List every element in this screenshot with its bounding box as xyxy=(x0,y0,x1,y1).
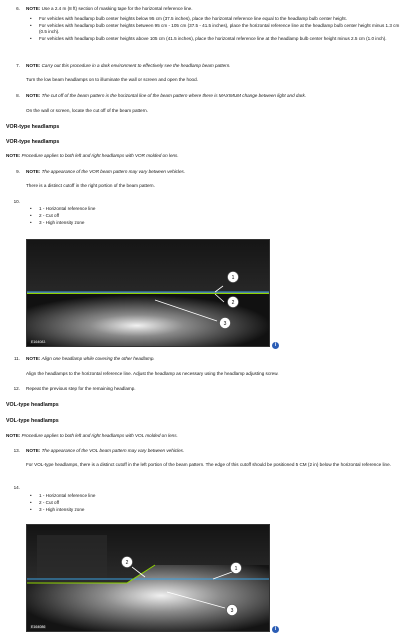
figure-id: E164086 xyxy=(31,625,46,629)
note-label: NOTE: xyxy=(26,448,41,453)
step-number: 13. xyxy=(13,448,20,453)
step-number: 10. xyxy=(13,199,20,204)
step-9-body: There is a distinct cutoff in the right portion of the beam pattern. xyxy=(26,183,155,188)
subsection-heading: VOR-type headlamps xyxy=(6,139,60,145)
step-number: 9. xyxy=(16,169,20,174)
step-number: 6. xyxy=(16,6,20,11)
svg-text:3: 3 xyxy=(230,608,234,614)
step-note: Carry out this procedure in a dark environment to effectively see the headlamp beam pattern. xyxy=(41,63,231,68)
note-label: NOTE: xyxy=(26,356,41,361)
list-item: • 1 - Horizontal reference line xyxy=(30,493,402,499)
svg-text:2: 2 xyxy=(231,300,235,306)
info-icon[interactable]: i xyxy=(272,626,279,633)
svg-text:2: 2 xyxy=(125,560,129,566)
vor-beam-pattern-figure xyxy=(26,239,270,347)
list-item: • 2 - Cut off xyxy=(30,213,402,219)
subsection-heading: VOL-type headlamps xyxy=(6,418,59,424)
note-label: NOTE: xyxy=(26,93,41,98)
step-13-body: For VOL-type headlamps, there is a distinct cutoff in the left portion of the beam pattern. The edge of this cutoff should be positioned 5 CM (2 in) below the horizontal reference line. xyxy=(26,462,391,467)
step-number: 8. xyxy=(16,93,20,98)
list-item: • 2 - Cut off xyxy=(30,500,402,506)
step-note: Align one headlamp while covering the other headlamp. xyxy=(41,356,155,361)
list-item: • For vehicles with headlamp bulb center heights between 95 cm - 105 cm (37.5 - 41.5 inches), place the horizontal reference line at the headlamp bulb center height minus 1.3 cm (0.5 inch). xyxy=(30,23,402,35)
step-11-body: Align the headlamps to the horizontal reference line. Adjust the headlamp as necessary using the headlamp adjusting screw. xyxy=(26,371,279,376)
step-number: 12. xyxy=(13,386,20,391)
step-number: 14. xyxy=(13,485,20,490)
step-note: Use a 2.4 m (8 ft) section of masking tape for the horizontal reference line. xyxy=(41,6,193,11)
section-note: NOTE: Procedure applies to both left and right headlamps with VOR molded on lens. xyxy=(6,153,179,158)
figure-id: E164083 xyxy=(31,340,46,344)
step-note: The appearance of the VOR beam pattern may vary between vehicles. xyxy=(41,169,186,174)
info-icon[interactable]: i xyxy=(272,342,279,349)
beam-pattern-illustration xyxy=(27,525,270,632)
note-label: NOTE: xyxy=(26,169,41,174)
step-number: 7. xyxy=(16,63,20,68)
list-item: • 3 - High intensity zone xyxy=(30,220,402,226)
step-note: The appearance of the VOL beam pattern may vary between vehicles. xyxy=(41,448,185,453)
list-item: • 1 - Horizontal reference line xyxy=(30,206,402,212)
list-item: • For vehicles with headlamp bulb center heights above 105 cm (41.5 inches), place the horizontal reference line at the headlamp bulb center height minus 2.5 cm (1.0 inch). xyxy=(30,36,402,42)
svg-text:1: 1 xyxy=(231,275,235,281)
note-label: NOTE: xyxy=(26,63,41,68)
step-note: The cut off of the beam pattern is the horizontal line of the beam pattern where there is MAXIMUM change between light and dark. xyxy=(41,93,307,98)
figure-legend xyxy=(30,206,402,227)
section-heading: VOL-type headlamps xyxy=(6,402,59,408)
step-text: Repeat the previous step for the remaining headlamp. xyxy=(26,386,136,391)
svg-text:1: 1 xyxy=(234,566,238,572)
figure-legend xyxy=(30,493,402,514)
step-number: 11. xyxy=(13,356,20,361)
beam-pattern-illustration xyxy=(27,240,270,347)
step-7-body: Turn the low beam headlamps on to illuminate the wall or screen and open the hood. xyxy=(26,77,198,82)
list-item: • 3 - High intensity zone xyxy=(30,507,402,513)
vol-beam-pattern-figure xyxy=(26,524,270,632)
section-note: NOTE: Procedure applies to both left and right headlamps with VOL molded on lens. xyxy=(6,433,178,438)
svg-text:3: 3 xyxy=(223,321,227,327)
step-6-bullets xyxy=(30,16,402,43)
section-heading: VOR-type headlamps xyxy=(6,124,60,130)
list-item: • For vehicles with headlamp bulb center heights below 95 cm (37.5 inches), place the horizontal reference line equal to the headlamp bulb center height. xyxy=(30,16,402,22)
step-8-body: On the wall or screen, locate the cut off of the beam pattern. xyxy=(26,108,148,113)
note-label: NOTE: xyxy=(26,6,41,11)
